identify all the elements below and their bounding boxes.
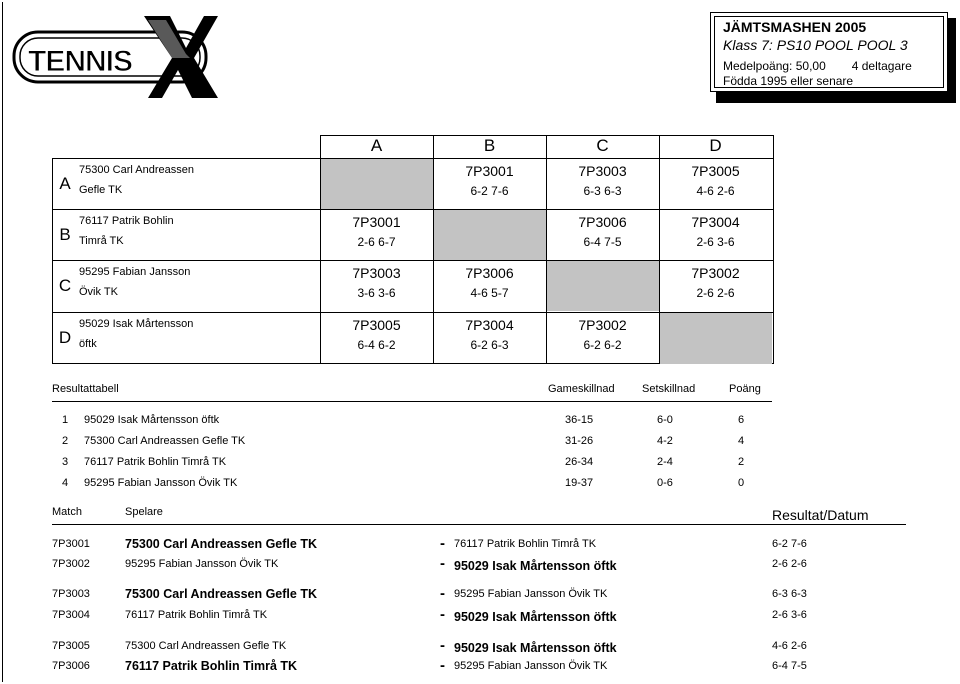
logo-text: TENNIS [28,45,133,78]
grid-row-separator [52,260,774,261]
grid-row-letter: D [58,328,72,347]
grid-column-separator [659,135,660,363]
grid-column-c: C [596,136,609,155]
results-position: 2 [62,435,69,447]
results-header-games: Gameskillnad [548,383,615,395]
grid-player-name: 75300 Carl Andreassen [79,164,194,176]
match-id: 7P3004 [52,609,90,621]
grid-column-separator [546,135,547,363]
match-result: 2-6 3-6 [772,609,807,621]
results-player: 95295 Fabian Jansson Övik TK [84,477,238,489]
results-header-points: Poäng [729,383,761,395]
grid-cell-score: 6-2 7-6 [470,184,509,198]
grid-cell-match: 7P3005 [352,317,401,333]
match-player-1: 76117 Patrik Bohlin Timrå TK [125,659,298,673]
results-player: 76117 Patrik Bohlin Timrå TK [84,456,227,468]
grid-column-separator [433,135,434,363]
results-header-sets: Setskillnad [642,383,696,395]
grid-self-cell [321,159,433,209]
grid-player-name: 76117 Patrik Bohlin [79,215,174,227]
participant-count: 4 deltagare [851,59,912,73]
results-header-rule [52,401,772,402]
grid-row-letter: C [58,275,72,295]
grid-cell-match: 7P3004 [465,317,514,333]
grid-cell-match: 7P3002 [691,265,740,281]
grid-player-club: Timrå TK [79,235,124,247]
results-position: 3 [62,456,69,468]
results-games: 36-15 [565,414,594,426]
grid-cell-match: 7P3002 [578,317,627,333]
grid-player-club: öftk [79,338,97,350]
match-result: 6-4 7-5 [772,660,807,672]
grid-player-name: 95295 Fabian Jansson [79,266,191,278]
grid-cell-match: 7P3001 [465,163,514,179]
grid-self-cell [547,261,659,311]
grid-player-name: 95029 Isak Mårtensson [79,318,194,330]
results-player: 95029 Isak Mårtensson öftk [84,414,220,426]
grid-cell-score: 2-6 2-6 [696,286,735,300]
results-games: 31-26 [565,435,594,447]
match-result: 6-3 6-3 [772,588,807,600]
grid-cell-score: 6-2 6-2 [583,338,622,352]
grid-row-letter: A [59,173,71,193]
match-player-2: 95029 Isak Mårtensson öftk [454,641,617,655]
grid-cell-score: 4-6 5-7 [470,286,509,300]
grid-row-separator [52,209,774,210]
match-dash: - [440,637,445,654]
match-player-1: 75300 Carl Andreassen Gefle TK [125,587,317,601]
grid-column-a: A [370,136,383,155]
grid-cell-match: 7P3003 [352,265,401,281]
match-player-1: 95295 Fabian Jansson Övik TK [125,558,279,570]
match-dash: - [440,535,445,552]
match-player-2: 95295 Fabian Jansson Övik TK [454,588,608,600]
matches-header-players: Spelare [125,506,163,518]
average-points: Medelpoäng: 50,00 [723,59,826,73]
results-position: 1 [62,414,69,426]
grid-cell-score: 6-4 7-5 [583,235,622,249]
grid-column-b: B [483,136,496,155]
match-player-2: 76117 Patrik Bohlin Timrå TK [454,538,597,550]
birth-year-note: Födda 1995 eller senare [723,74,854,88]
results-sets: 2-4 [657,456,673,468]
results-games: 26-34 [565,456,594,468]
results-points: 0 [738,477,745,489]
grid-column-d: D [709,136,722,155]
grid-player-club: Gefle TK [79,184,123,196]
match-player-2: 95029 Isak Mårtensson öftk [454,610,617,624]
match-id: 7P3006 [52,660,90,672]
matches-header-match: Match [52,506,82,518]
match-dash: - [440,657,445,674]
grid-cell-match: 7P3001 [352,214,401,230]
results-position: 4 [62,477,69,489]
results-sets: 6-0 [657,414,673,426]
match-id: 7P3003 [52,588,90,600]
grid-cell-score: 6-4 6-2 [357,338,396,352]
grid-cell-score: 3-6 3-6 [357,286,396,300]
match-result: 6-2 7-6 [772,538,807,550]
match-id: 7P3005 [52,640,90,652]
match-player-1: 75300 Carl Andreassen Gefle TK [125,640,287,652]
match-dash: - [440,606,445,623]
grid-cell-score: 6-2 6-3 [470,338,509,352]
tennisx-logo [12,14,220,100]
match-player-2: 95029 Isak Mårtensson öftk [454,559,617,573]
match-player-1: 75300 Carl Andreassen Gefle TK [125,537,317,551]
class-subtitle: Klass 7: PS10 POOL POOL 3 [723,37,908,53]
grid-cell-score: 4-6 2-6 [696,184,735,198]
match-result: 2-6 2-6 [772,558,807,570]
grid-cell-match: 7P3006 [578,214,627,230]
grid-cell-score: 6-3 6-3 [583,184,622,198]
grid-self-cell [434,210,546,260]
results-player: 75300 Carl Andreassen Gefle TK [84,435,246,447]
match-id: 7P3002 [52,558,90,570]
grid-cell-score: 2-6 6-7 [357,235,396,249]
grid-cell-match: 7P3005 [691,163,740,179]
grid-cell-match: 7P3006 [465,265,514,281]
results-games: 19-37 [565,477,594,489]
grid-player-club: Övik TK [79,286,118,298]
tournament-title: JÄMTSMASHEN 2005 [723,19,867,35]
matches-header-rule [52,524,906,525]
results-points: 4 [738,435,745,447]
match-player-2: 95295 Fabian Jansson Övik TK [454,660,608,672]
header-box [710,12,948,92]
grid-cell-score: 2-6 3-6 [696,235,735,249]
grid-row-letter: B [59,224,71,244]
grid-column-separator [320,135,321,363]
results-sets: 4-2 [657,435,673,447]
page-left-border [2,2,3,682]
match-dash: - [440,585,445,602]
results-points: 6 [738,414,745,426]
match-result: 4-6 2-6 [772,640,807,652]
results-title: Resultattabell [52,383,119,395]
match-id: 7P3001 [52,538,90,550]
results-sets: 0-6 [657,477,673,489]
match-player-1: 76117 Patrik Bohlin Timrå TK [125,609,268,621]
results-points: 2 [738,456,745,468]
grid-cell-match: 7P3004 [691,214,740,230]
grid-self-cell [660,313,772,364]
match-dash: - [440,555,445,572]
matches-header-result: Resultat/Datum [772,507,869,523]
grid-cell-match: 7P3003 [578,163,627,179]
